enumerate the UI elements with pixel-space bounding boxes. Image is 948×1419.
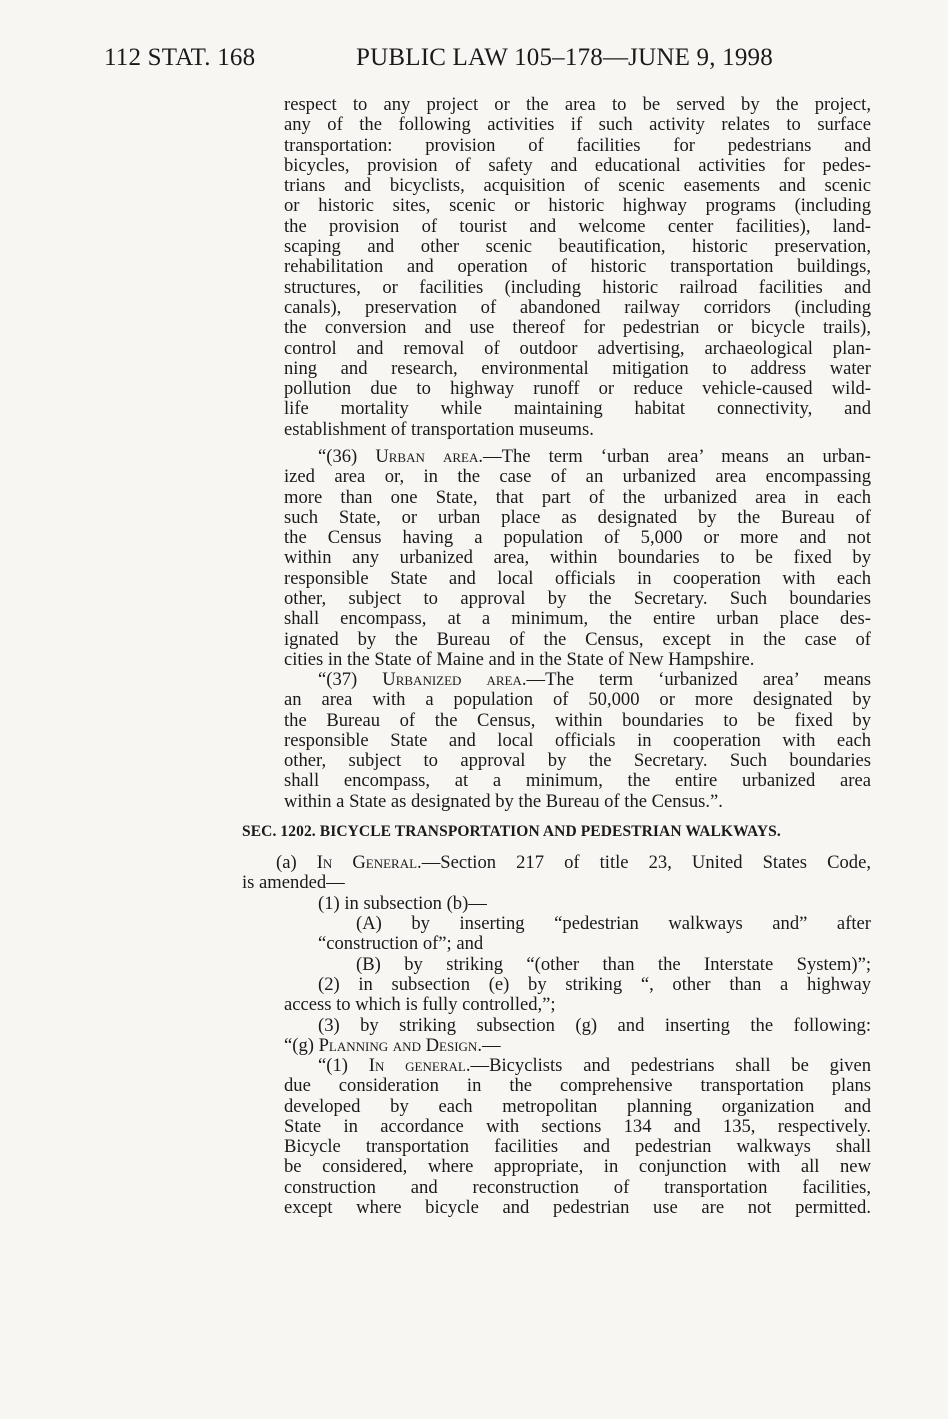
subsection-g-heading <box>284 1036 871 1056</box>
para37-number: “(37) <box>318 669 383 690</box>
para36-line: ignated by the Bureau of the Census, except in the case of <box>284 628 871 650</box>
para37-first-line <box>284 670 871 690</box>
para36-line: shall encompass, at a minimum, the entire urban place des- <box>284 608 871 630</box>
sub-a-first-line <box>242 853 871 873</box>
paragraph-36-urban-area <box>284 447 871 670</box>
para36-line: responsible State and local officials in cooperation with each <box>284 567 871 589</box>
sub-a-heading: In General <box>316 852 418 873</box>
g-heading-line <box>284 1036 871 1056</box>
item-1: (1) in subsection (b)— <box>318 893 487 914</box>
para36-line: other, subject to approval by the Secretary. Such boundaries <box>284 588 871 610</box>
para35-line: life mortality while maintaining habitat connectivity, and <box>284 398 871 420</box>
item-3-line: (3) by striking subsection (g) and inserting the following: <box>318 1015 871 1036</box>
g-rest: .— <box>477 1035 501 1056</box>
para35-line: pollution due to highway runoff or reduce vehicle-caused wild- <box>284 378 871 400</box>
g-heading: Planning and Design <box>318 1035 478 1056</box>
item-3 <box>318 1016 871 1036</box>
para37-line: other, subject to approval by the Secretary. Such boundaries <box>284 750 871 772</box>
sub-a-second-line: is amended— <box>242 872 345 894</box>
para35-line: trians and bicyclists, acquisition of scenic easements and scenic <box>284 175 871 197</box>
paragraph-g1-in-general <box>284 1056 871 1218</box>
para35-line: ning and research, environmental mitigation to address water <box>284 357 871 379</box>
stat-reference: 112 STAT. 168 <box>104 44 256 71</box>
para36-heading: Urban area <box>375 446 479 467</box>
para35-line: the provision of tourist and welcome center facilities), land- <box>284 215 871 237</box>
para36-line: cities in the State of Maine and in the State of New Hampshire. <box>284 648 755 670</box>
para37-line: shall encompass, at a minimum, the entire urbanized area <box>284 770 871 792</box>
para37-line: responsible State and local officials in cooperation with each <box>284 729 871 751</box>
para35-line: rehabilitation and operation of historic transportation buildings, <box>284 256 871 278</box>
item-2-line-1: (2) in subsection (e) by striking “, other than a highway <box>318 974 871 995</box>
para37-line: the Bureau of the Census, within boundaries to be fixed by <box>284 709 871 731</box>
para37-line: an area with a population of 50,000 or more designated by <box>284 689 871 711</box>
para36-first-line <box>284 447 871 467</box>
subsection-a <box>242 853 871 894</box>
para36-line: within any urbanized area, within boundaries to be fixed by <box>284 547 871 569</box>
sub-a-first-text: .—Section 217 of title 23, United States Code, <box>417 852 871 873</box>
item-A <box>318 914 871 955</box>
para36-first-text: .—The term ‘urban area’ means an urban- <box>478 446 871 467</box>
para35-line: transportation: provision of facilities for pedestrians and <box>284 134 871 156</box>
para35-line: establishment of transportation museums. <box>284 418 594 440</box>
amendment-items <box>318 894 871 914</box>
g1-line: State in accordance with sections 134 and 135, respectively. <box>284 1115 871 1137</box>
item-B <box>356 955 871 975</box>
item-2 <box>284 975 871 1016</box>
section-heading: SEC. 1202. BICYCLE TRANSPORTATION AND PEDESTRIAN WALKWAYS. <box>242 823 781 840</box>
g1-line: Bicycle transportation facilities and pedestrian walkways shall <box>284 1136 871 1158</box>
para37-first-text: .—The term ‘urbanized area’ means <box>521 669 871 690</box>
item-2-line-2: access to which is fully controlled,”; <box>284 994 556 1016</box>
g1-line: developed by each metropolitan planning organization and <box>284 1095 871 1117</box>
paragraph-37-urbanized-area <box>284 670 871 812</box>
g1-heading: In general <box>368 1055 466 1076</box>
g1-line: construction and reconstruction of transportation facilities, <box>284 1176 871 1198</box>
g1-line: due consideration in the comprehensive transportation plans <box>284 1075 871 1097</box>
para36-number: “(36) <box>318 446 376 467</box>
g1-first-line <box>284 1056 871 1076</box>
para35-line: any of the following activities if such activity relates to surface <box>284 114 871 136</box>
g-label: “(g) <box>284 1035 319 1056</box>
g1-line: except where bicycle and pedestrian use are not permitted. <box>284 1197 871 1219</box>
para36-line: ized area or, in the case of an urbanized area encompassing <box>284 466 871 488</box>
sub-a-label: (a) <box>276 852 317 873</box>
para35-line: canals), preservation of abandoned railway corridors (including <box>284 296 871 318</box>
para37-line: within a State as designated by the Bureau of the Census.”. <box>284 790 723 812</box>
para35-line: scaping and other scenic beautification, historic preservation, <box>284 236 871 258</box>
item-A-line-2: “construction of”; and <box>318 933 484 955</box>
para35-line: respect to any project or the area to be served by the project, <box>284 94 871 115</box>
para35-line: the conversion and use thereof for pedestrian or bicycle trails), <box>284 317 871 339</box>
g1-number: “(1) <box>318 1055 369 1076</box>
law-title: PUBLIC LAW 105–178—JUNE 9, 1998 <box>356 44 773 71</box>
g1-line: be considered, where appropriate, in conjunction with all new <box>284 1156 871 1178</box>
para36-line: such State, or urban place as designated by the Bureau of <box>284 506 871 528</box>
para37-heading: Urbanized area <box>382 669 522 690</box>
g1-first-text: .—Bicyclists and pedestrians shall be given <box>465 1055 871 1076</box>
para35-line: bicycles, provision of safety and educational activities for pedes- <box>284 154 871 176</box>
item-A-line-1: (A) by inserting “pedestrian walkways and” after <box>356 913 871 934</box>
para36-line: more than one State, that part of the urbanized area in each <box>284 486 871 508</box>
para35-line: or historic sites, scenic or historic highway programs (including <box>284 195 871 217</box>
paragraph-35-continued <box>284 95 871 440</box>
item-B-line: (B) by striking “(other than the Interstate System)”; <box>356 954 871 975</box>
para35-line: structures, or facilities (including historic railroad facilities and <box>284 276 871 298</box>
page-header <box>104 44 868 78</box>
para35-line: control and removal of outdoor advertising, archaeological plan- <box>284 337 871 359</box>
para36-line: the Census having a population of 5,000 or more and not <box>284 527 871 549</box>
